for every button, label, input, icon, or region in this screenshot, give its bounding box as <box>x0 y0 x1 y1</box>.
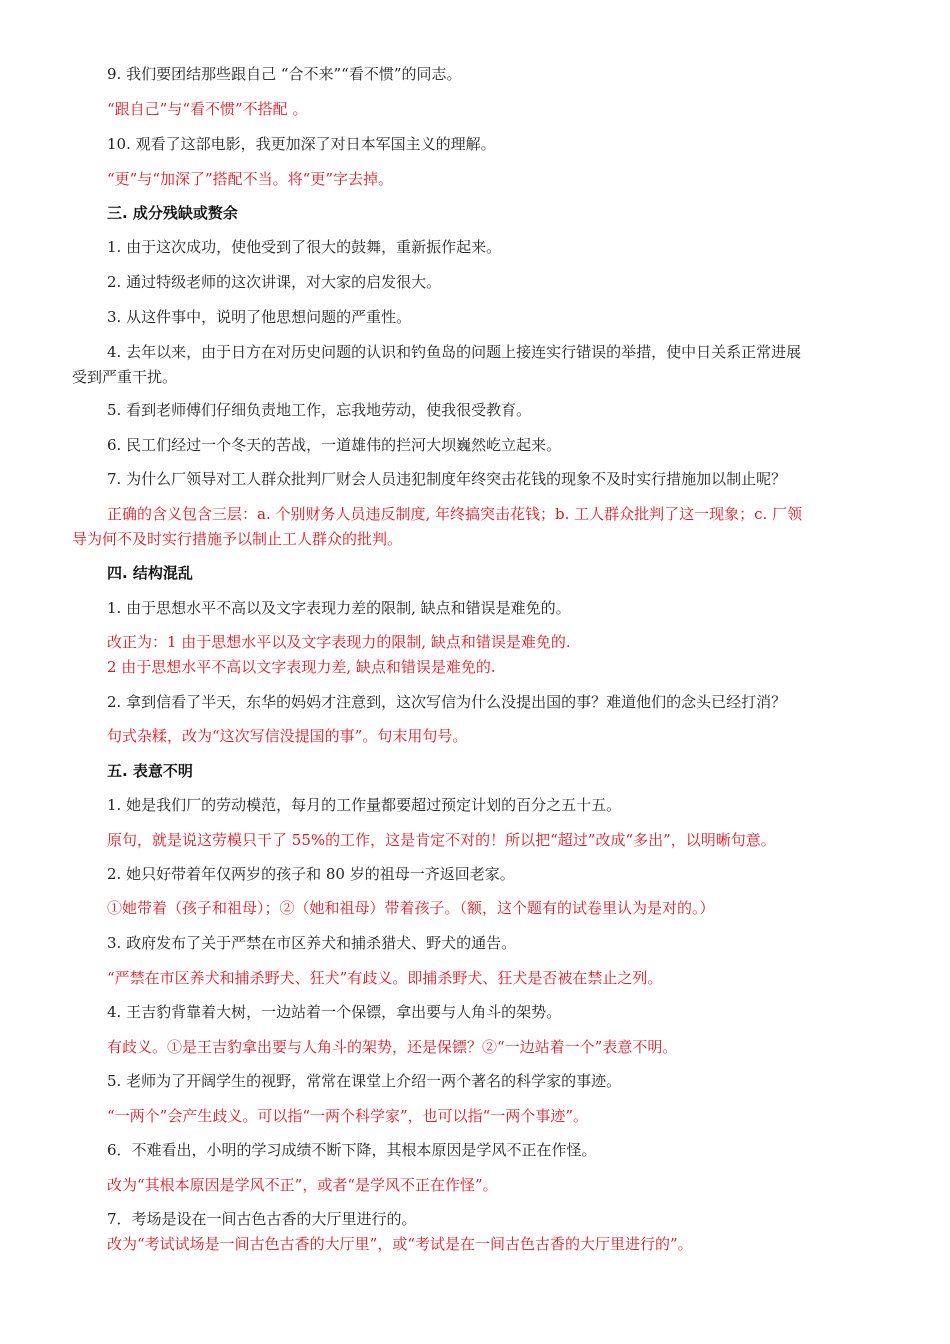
answer-line: “严禁在市区养犬和捕杀野犬、狂犬”有歧义。即捕杀野犬、狂犬是否被在禁止之列。 <box>107 969 663 987</box>
answer-line: 2 由于思想水平不高以文字表现力差, 缺点和错误是难免的. <box>107 658 496 676</box>
answer-line: 原句，就是说这劳模只干了 55%的工作，这是肯定不对的！所以把“超过”改成“多出”，以明晰句意。 <box>107 831 776 849</box>
question-line: 1. 由于这次成功，使他受到了很大的鼓舞，重新振作起来。 <box>107 238 502 256</box>
question-line: 2. 拿到信看了半天，东华的妈妈才注意到，这次写信为什么没提出国的事？难道他们的念头已经打消？ <box>107 693 787 711</box>
question-line: 2. 通过特级老师的这次讲课，对大家的启发很大。 <box>107 273 442 291</box>
answer-line: 改为“考试试场是一间古色古香的大厅里”，或“考试是在一间古色古香的大厅里进行的”。 <box>107 1235 693 1253</box>
question-line: 4. 去年以来，由于日方在对历史问题的认识和钓鱼岛的问题上接连实行错误的举措，使中日关系正常进展 <box>107 343 802 361</box>
question-line: 4. 王吉豹背靠着大树，一边站着一个保镖，拿出要与人角斗的架势。 <box>107 1003 562 1021</box>
section-heading: 五. 表意不明 <box>107 762 193 780</box>
question-line: 受到严重干扰。 <box>72 368 178 386</box>
answer-line: “更”与“加深了”搭配不当。将“更”字去掉。 <box>107 170 394 188</box>
answer-line: 正确的含义包含三层：a. 个别财务人员违反制度, 年终搞突击花钱；b. 工人群众批判了这一现象；c. 厂领 <box>107 505 803 523</box>
question-line: 1. 她是我们厂的劳动模范，每月的工作量都要超过预定计划的百分之五十五。 <box>107 796 622 814</box>
answer-line: 有歧义。①是王吉豹拿出要与人角斗的架势，还是保镖？②“一边站着一个”表意不明。 <box>107 1038 678 1056</box>
answer-line: “跟自己”与“看不惯”不搭配 。 <box>107 100 308 118</box>
question-line: 10. 观看了这部电影，我更加深了对日本军国主义的理解。 <box>107 135 496 153</box>
question-line: 7. 为什么厂领导对工人群众批判厂财会人员违犯制度年终突击花钱的现象不及时实行措施加以制止呢？ <box>107 470 787 488</box>
answer-line: ①她带着（孩子和祖母）；②（她和祖母）带着孩子。（额，这个题有的试卷里认为是对的。） <box>107 899 715 917</box>
answer-line: 导为何不及时实行措施予以制止工人群众的批判。 <box>72 530 403 548</box>
question-line: 6．不难看出，小明的学习成绩不断下降，其根本原因是学风不正在作怪。 <box>107 1141 597 1159</box>
section-heading: 四. 结构混乱 <box>107 564 193 582</box>
question-line: 7．考场是设在一间古色古香的大厅里进行的。 <box>107 1210 417 1228</box>
question-line: 1. 由于思想水平不高以及文字表现力差的限制, 缺点和错误是难免的。 <box>107 599 571 617</box>
answer-line: 改正为：1 由于思想水平以及文字表现力的限制, 缺点和错误是难免的. <box>107 633 571 651</box>
answer-line: 句式杂糅，改为“这次写信没提国的事”。句末用句号。 <box>107 727 468 745</box>
question-line: 5. 老师为了开阔学生的视野，常常在课堂上介绍一两个著名的科学家的事迹。 <box>107 1072 622 1090</box>
question-line: 5. 看到老师傅们仔细负责地工作，忘我地劳动，使我很受教育。 <box>107 401 532 419</box>
answer-line: “一两个”会产生歧义。可以指“一两个科学家”，也可以指“一两个事迹”。 <box>107 1107 589 1125</box>
question-line: 6. 民工们经过一个冬天的苦战，一道雄伟的拦河大坝巍然屹立起来。 <box>107 436 562 454</box>
question-line: 3. 政府发布了关于严禁在市区养犬和捕杀猎犬、野犬的通告。 <box>107 934 517 952</box>
section-heading: 三. 成分残缺或赘余 <box>107 204 238 222</box>
answer-line: 改为“其根本原因是学风不正”，或者“是学风不正在作怪”。 <box>107 1176 498 1194</box>
question-line: 3. 从这件事中，说明了他思想问题的严重性。 <box>107 308 412 326</box>
question-line: 2. 她只好带着年仅两岁的孩子和 80 岁的祖母一齐返回老家。 <box>107 865 515 883</box>
question-line: 9. 我们要团结那些跟自己 “合不来”“看不惯”的同志。 <box>107 65 462 83</box>
